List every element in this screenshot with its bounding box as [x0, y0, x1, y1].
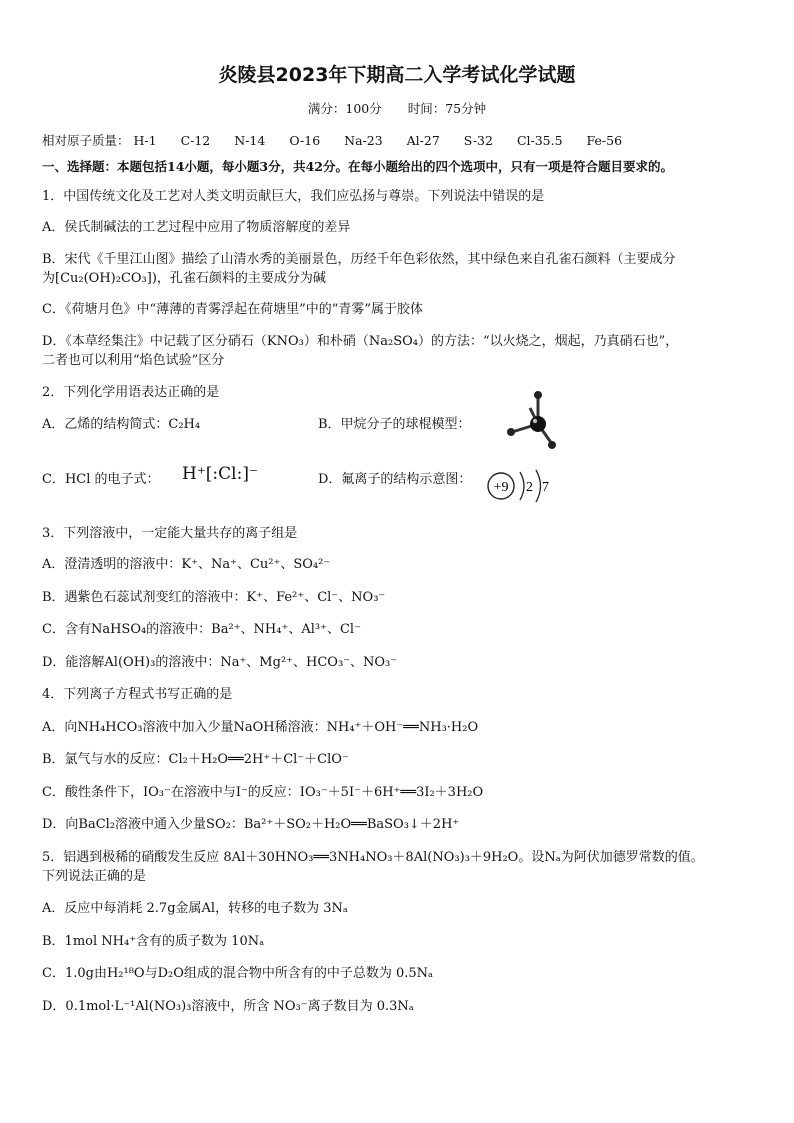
q5-option-c: C．1.0g由H₂¹⁸O与D₂O组成的混合物中所含有的中子总数为 0.5Nₐ: [42, 966, 434, 981]
q2-option-d: D．氟离子的结构示意图：: [318, 472, 472, 487]
section-heading: 一、选择题：本题包括14小题，每小题3分，共42分。在每小题给出的四个选项中，只有一项是符合题目要求的。: [42, 159, 673, 174]
score-info: 满分：100分: [307, 101, 382, 116]
q4-option-d: D．向BaCl₂溶液中通入少量SO₂：Ba²⁺＋SO₂＋H₂O══BaSO₃↓＋2H⁺: [42, 817, 460, 832]
q3-option-c: C．含有NaHSO₄的溶液中：Ba²⁺、NH₄⁺、Al³⁺、Cl⁻: [42, 622, 361, 637]
q4-option-b: B．氯气与水的反应：Cl₂＋H₂O══2H⁺＋Cl⁻＋ClO⁻: [42, 752, 349, 767]
exam-meta: [0, 99, 794, 117]
q3-option-a: A．澄清透明的溶液中：K⁺、Na⁺、Cu²⁺、SO₄²⁻: [42, 557, 331, 572]
q1-stem: 1．中国传统文化及工艺对人类文明贡献巨大，我们应弘扬与尊崇。下列说法中错误的是: [42, 189, 545, 204]
q1-option-d: D．《本草经集注》中记载了区分硝石（KNO₃）和朴硝（Na₂SO₄）的方法：“以火烧之，烟起，乃真硝石也”，: [42, 334, 679, 349]
q5-option-b: B．1mol NH₄⁺含有的质子数为 10Nₐ: [42, 934, 265, 949]
q3-option-d: D．能溶解Al(OH)₃的溶液中：Na⁺、Mg²⁺、HCO₃⁻、NO₃⁻: [42, 655, 398, 670]
q5-option-a: A．反应中每消耗 2.7g金属Al，转移的电子数为 3Nₐ: [42, 901, 348, 916]
fluoride-ion-diagram: [484, 464, 556, 506]
atomic-mass: Al-27: [406, 133, 440, 148]
q3-stem: 3．下列溶液中，一定能大量共存的离子组是: [42, 526, 298, 541]
q2-stem: 2．下列化学用语表达正确的是: [42, 385, 220, 400]
q4-option-c: C．酸性条件下，IO₃⁻在溶液中与I⁻的反应：IO₃⁻＋5I⁻＋6H⁺══3I₂＋3H₂O: [42, 785, 484, 800]
q2-option-c: C．HCl 的电子式：: [42, 472, 160, 487]
q5-option-d: D．0.1mol·L⁻¹Al(NO₃)₃溶液中，所含 NO₃⁻离子数目为 0.3Nₐ: [42, 999, 414, 1014]
q1-option-a: A．侯氏制碱法的工艺过程中应用了物质溶解度的差异: [42, 220, 351, 235]
atomic-masses-label: 相对原子质量：: [42, 133, 130, 148]
q5-stem: 5．铝遇到极稀的硝酸发生反应 8Al＋30HNO₃══3NH₄NO₃＋8Al(NO₃)₃＋9H₂O。设Nₐ为阿伏加德罗常数的值。: [42, 850, 704, 865]
ion-nucleus-label: +9: [493, 480, 509, 495]
atomic-mass: S-32: [463, 133, 493, 148]
atomic-mass: Na-23: [344, 133, 383, 148]
time-info: 时间：75分钟: [407, 101, 487, 116]
ion-shell-2: 7: [542, 480, 549, 495]
q4-stem: 4．下列离子方程式书写正确的是: [42, 687, 233, 702]
atomic-mass: Cl-35.5: [516, 133, 563, 148]
ion-shell-1: 2: [526, 480, 533, 495]
q1-option-c: C．《荷塘月色》中“薄薄的青雾浮起在荷塘里”中的“青雾”属于胶体: [42, 302, 424, 317]
q1-option-b: B．宋代《千里江山图》描绘了山清水秀的美丽景色，历经千年色彩依然，其中绿色来自孔雀石颜料（主要成分: [42, 252, 676, 267]
hcl-electron-formula: H⁺[:Cl:]⁻: [182, 464, 258, 484]
atomic-mass: N-14: [234, 133, 266, 148]
q1-option-b-cont: 为[Cu₂(OH)₂CO₃])，孔雀石颜料的主要成分为碱: [42, 271, 326, 286]
q4-option-a: A．向NH₄HCO₃溶液中加入少量NaOH稀溶液：NH₄⁺＋OH⁻══NH₃·H₂O: [42, 720, 479, 735]
q2-option-b: B．甲烷分子的球棍模型：: [318, 417, 471, 432]
q2-option-a: A．乙烯的结构简式：C₂H₄: [42, 417, 201, 432]
atomic-masses: [42, 131, 642, 149]
methane-ball-stick-model: [500, 388, 562, 454]
q3-option-b: B．遇紫色石蕊试剂变红的溶液中：K⁺、Fe²⁺、Cl⁻、NO₃⁻: [42, 590, 386, 605]
page-title: 炎陵县2023年下期高二入学考试化学试题: [218, 64, 576, 86]
q5-stem-cont: 下列说法正确的是: [42, 869, 147, 884]
atomic-mass: H-1: [133, 133, 157, 148]
atomic-mass: Fe-56: [586, 133, 623, 148]
atomic-mass: C-12: [180, 133, 211, 148]
q1-option-d-cont: 二者也可以利用“焰色试验”区分: [42, 353, 225, 368]
atomic-mass: O-16: [289, 133, 321, 148]
